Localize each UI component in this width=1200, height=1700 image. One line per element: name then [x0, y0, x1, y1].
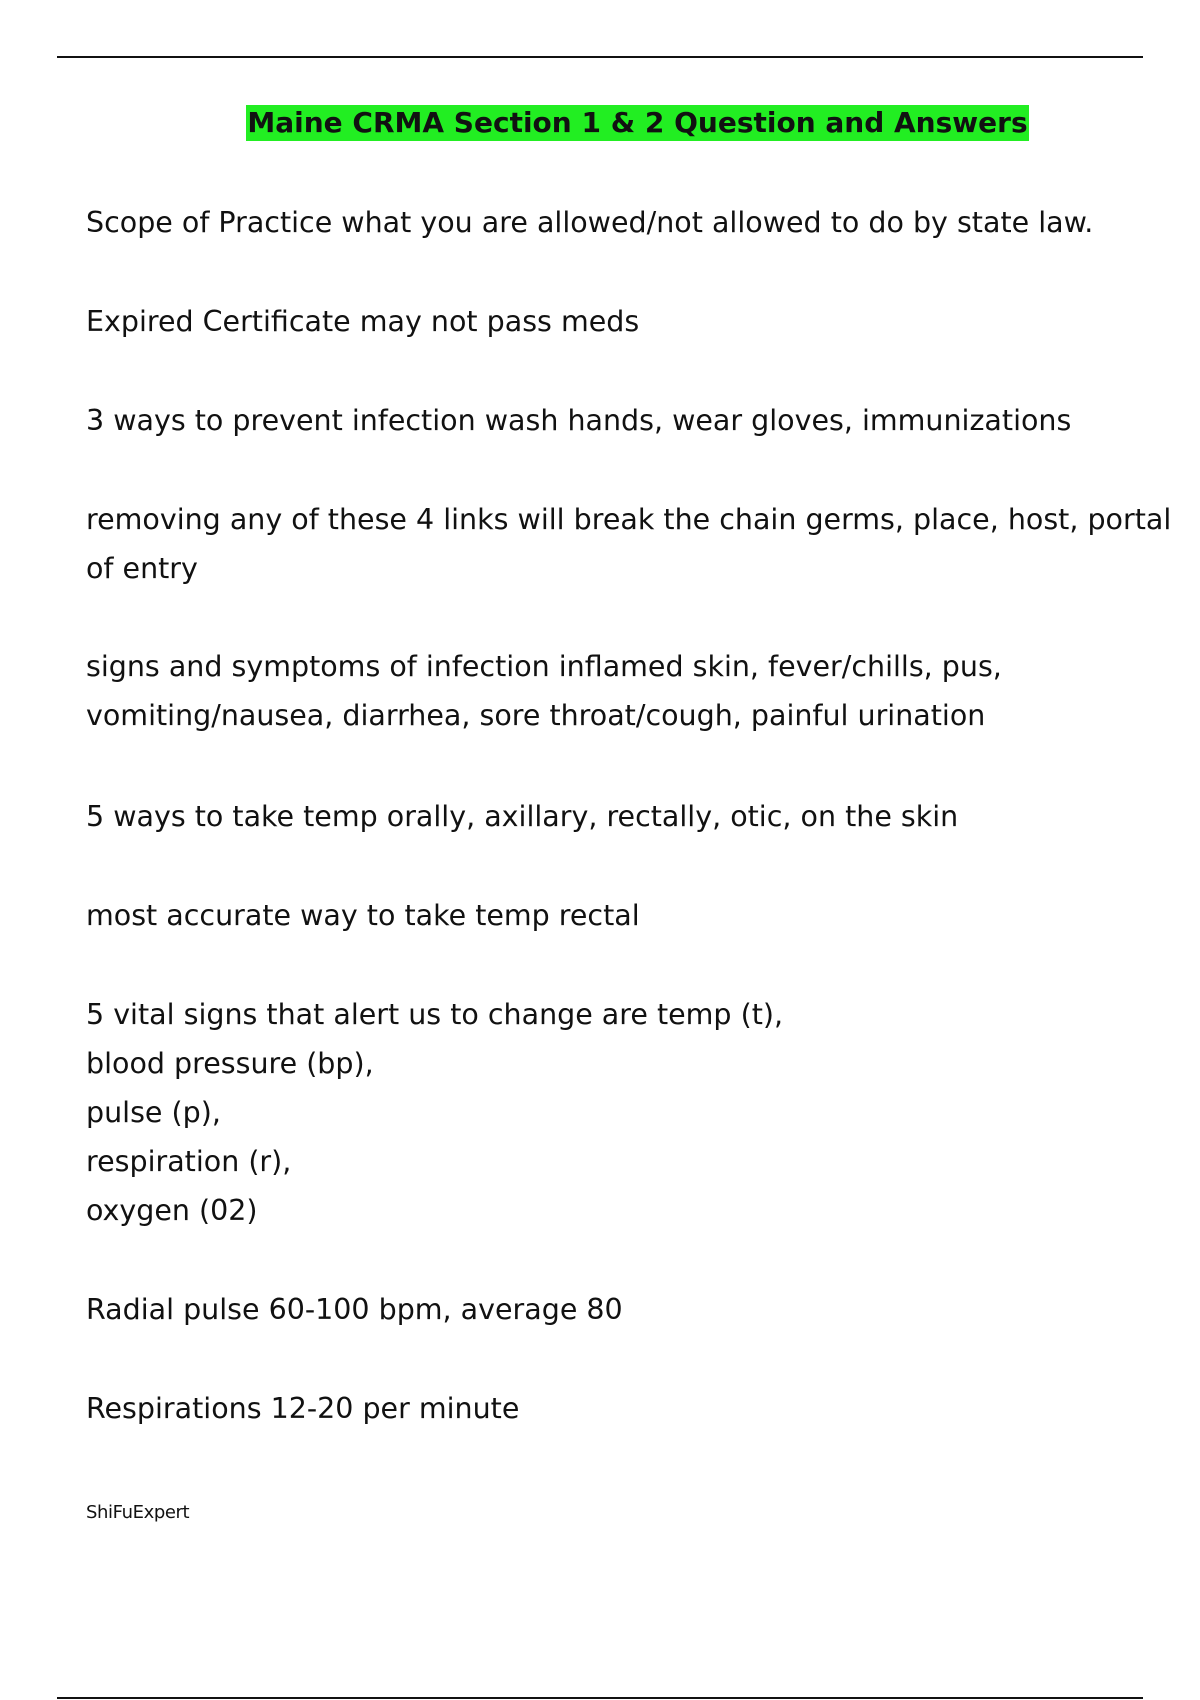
- qa-line: vomiting/nausea, diarrhea, sore throat/cough, painful urination: [86, 699, 986, 732]
- qa-line: removing any of these 4 links will break the chain germs, place, host, portal: [86, 503, 1172, 536]
- qa-line: Expired Certificate may not pass meds: [86, 305, 640, 338]
- qa-item: [86, 297, 1186, 346]
- qa-line: Respirations 12-20 per minute: [86, 1392, 520, 1425]
- title-wrap: [0, 105, 1200, 141]
- bottom-rule: [57, 1697, 1143, 1699]
- qa-line: of entry: [86, 552, 198, 585]
- qa-item: [86, 198, 1186, 247]
- footer-brand: ShiFuExpert: [86, 1502, 190, 1523]
- qa-item: [86, 1285, 1186, 1334]
- qa-item: [86, 642, 1186, 740]
- qa-line: oxygen (02): [86, 1194, 258, 1227]
- qa-line: blood pressure (bp),: [86, 1047, 374, 1080]
- qa-item: [86, 990, 1186, 1235]
- qa-line: Scope of Practice what you are allowed/not allowed to do by state law.: [86, 206, 1094, 239]
- qa-item: [86, 1384, 1186, 1433]
- qa-line: signs and symptoms of infection inflamed skin, fever/chills, pus,: [86, 650, 1002, 683]
- qa-line: Radial pulse 60-100 bpm, average 80: [86, 1293, 623, 1326]
- document-title: Maine CRMA Section 1 & 2 Question and Answers: [247, 106, 1028, 139]
- qa-item: [86, 792, 1186, 841]
- qa-item: [86, 495, 1186, 593]
- qa-line: pulse (p),: [86, 1096, 221, 1129]
- qa-line: most accurate way to take temp rectal: [86, 899, 640, 932]
- qa-line: 3 ways to prevent infection wash hands, wear gloves, immunizations: [86, 404, 1072, 437]
- qa-line: respiration (r),: [86, 1145, 292, 1178]
- top-rule: [57, 56, 1143, 58]
- qa-line: 5 ways to take temp orally, axillary, rectally, otic, on the skin: [86, 800, 959, 833]
- qa-item: [86, 396, 1186, 445]
- qa-line: 5 vital signs that alert us to change are temp (t),: [86, 998, 784, 1031]
- qa-item: [86, 891, 1186, 940]
